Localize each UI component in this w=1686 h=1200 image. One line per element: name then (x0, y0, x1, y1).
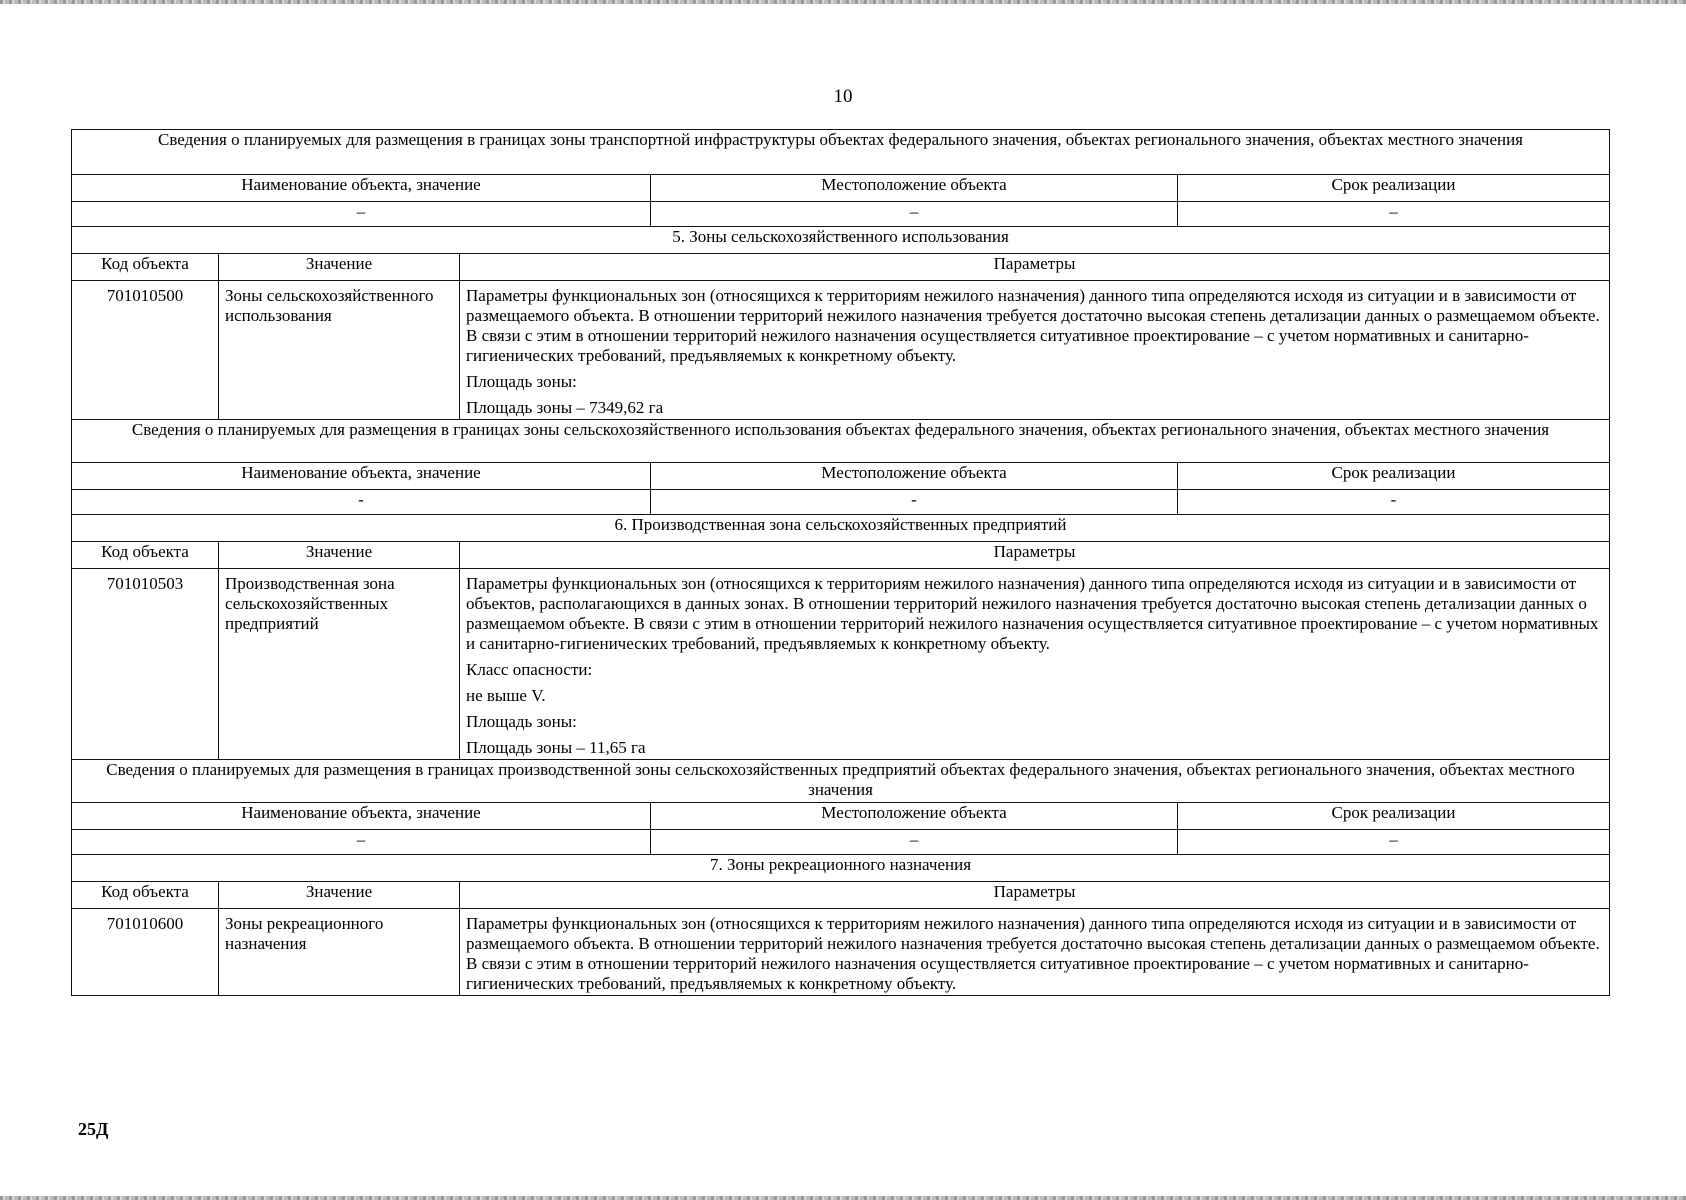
zone-section-title: 7. Зоны рекреационного назначения (72, 855, 1610, 882)
zone-info-text: Сведения о планируемых для размещения в границах производственной зоны сельскохозяйственных предприятий объектах федерального значения, объектах регионального значения, объектах местного значения (72, 760, 1610, 803)
header-object-name: Наименование объекта, значение (72, 463, 651, 490)
header-params: Параметры (460, 882, 1610, 909)
object-name-cell: – (72, 202, 651, 227)
object-location-cell: – (651, 830, 1178, 855)
zone-data-row (72, 281, 1610, 420)
zone-param-text: Площадь зоны: (466, 712, 577, 731)
header-object-location: Местоположение объекта (651, 463, 1178, 490)
scan-bottom-edge (0, 1196, 1686, 1200)
header-value: Значение (219, 254, 460, 281)
object-name-cell: - (72, 490, 651, 515)
transport-info-header (72, 175, 1610, 202)
object-location-cell: - (651, 490, 1178, 515)
implementation-period-cell: – (1178, 830, 1610, 855)
page-number: 10 (833, 86, 853, 107)
header-code: Код объекта (72, 882, 219, 909)
implementation-period-cell: – (1178, 202, 1610, 227)
zone-header-row (72, 882, 1610, 909)
object-location-cell: – (651, 202, 1178, 227)
zone-section-title-row (72, 855, 1610, 882)
header-object-name: Наименование объекта, значение (72, 175, 651, 202)
header-params: Параметры (460, 542, 1610, 569)
header-object-location: Местоположение объекта (651, 175, 1178, 202)
zone-value: Зоны сельскохозяйственного использования (219, 281, 460, 420)
zone-info-header (72, 803, 1610, 830)
zone-info-values (72, 830, 1610, 855)
header-code: Код объекта (72, 254, 219, 281)
zone-info-text: Сведения о планируемых для размещения в границах зоны сельскохозяйственного использования объектах федерального значения, объектах регионального значения, объектах местного значения (72, 420, 1610, 463)
transport-info-values (72, 202, 1610, 227)
zone-section-title: 6. Производственная зона сельскохозяйственных предприятий (72, 515, 1610, 542)
zones-table (71, 129, 1610, 996)
zone-info-values (72, 490, 1610, 515)
zone-section-title-row (72, 515, 1610, 542)
zone-params (460, 909, 1610, 996)
header-value: Значение (219, 542, 460, 569)
zone-header-row (72, 542, 1610, 569)
zone-param-text: Класс опасности: (466, 660, 593, 679)
transport-info-text: Сведения о планируемых для размещения в границах зоны транспортной инфраструктуры объектах федерального значения, объектах регионального значения, объектах местного значения (72, 130, 1610, 175)
header-object-name: Наименование объекта, значение (72, 803, 651, 830)
transport-info-row (72, 130, 1610, 175)
header-value: Значение (219, 882, 460, 909)
object-name-cell: – (72, 830, 651, 855)
zone-data-row (72, 569, 1610, 760)
header-implementation-period: Срок реализации (1178, 175, 1610, 202)
zone-params (460, 281, 1610, 420)
zone-param-text: Параметры функциональных зон (относящихся к территориям нежилого назначения) данного типа определяются исходя из ситуации и в зависимости от размещаемого объекта. В отношении территорий нежилого назначения требуется достаточно высокая степень детализации данных о размещаемом объекте. В связи с этим в отношении территорий нежилого назначения осуществляется ситуативное проектирование – с учетом нормативных и санитарно-гигиенических требований, предъявляемых к конкретному объекту. (466, 914, 1600, 993)
header-params: Параметры (460, 254, 1610, 281)
zone-param-text: не выше V. (466, 686, 546, 705)
zone-code: 701010503 (72, 569, 219, 760)
zone-value: Производственная зона сельскохозяйственных предприятий (219, 569, 460, 760)
zone-info-row (72, 420, 1610, 463)
zone-param-text: Площадь зоны – 11,65 га (466, 738, 646, 757)
page-footer-code: 25Д (78, 1119, 109, 1139)
zone-section-title: 5. Зоны сельскохозяйственного использования (72, 227, 1610, 254)
header-implementation-period: Срок реализации (1178, 463, 1610, 490)
zone-code: 701010600 (72, 909, 219, 996)
zone-info-header (72, 463, 1610, 490)
header-code: Код объекта (72, 542, 219, 569)
header-implementation-period: Срок реализации (1178, 803, 1610, 830)
zone-param-text: Площадь зоны – 7349,62 га (466, 398, 664, 417)
implementation-period-cell: - (1178, 490, 1610, 515)
zone-info-row (72, 760, 1610, 803)
zone-header-row (72, 254, 1610, 281)
scan-top-edge (0, 0, 1686, 4)
zone-value: Зоны рекреационного назначения (219, 909, 460, 996)
zone-data-row (72, 909, 1610, 996)
zone-code: 701010500 (72, 281, 219, 420)
zone-params (460, 569, 1610, 760)
zone-param-text: Площадь зоны: (466, 372, 577, 391)
header-object-location: Местоположение объекта (651, 803, 1178, 830)
zone-param-text: Параметры функциональных зон (относящихся к территориям нежилого назначения) данного типа определяются исходя из ситуации и в зависимости от размещаемого объекта. В отношении территорий нежилого назначения требуется достаточно высокая степень детализации данных о размещаемом объекте. В связи с этим в отношении территорий нежилого назначения осуществляется ситуативное проектирование – с учетом нормативных и санитарно-гигиенических требований, предъявляемых к конкретному объекту. (466, 286, 1600, 365)
zone-section-title-row (72, 227, 1610, 254)
zone-param-text: Параметры функциональных зон (относящихся к территориям нежилого назначения) данного типа определяются исходя из ситуации и в зависимости от объектов, располагающихся в данных зонах. В отношении территорий нежилого назначения требуется достаточно высокая степень детализации данных о размещаемом объекте. В связи с этим в отношении территорий нежилого назначения осуществляется ситуативное проектирование – с учетом нормативных и санитарно-гигиенических требований, предъявляемых к конкретному объекту. (466, 574, 1599, 653)
